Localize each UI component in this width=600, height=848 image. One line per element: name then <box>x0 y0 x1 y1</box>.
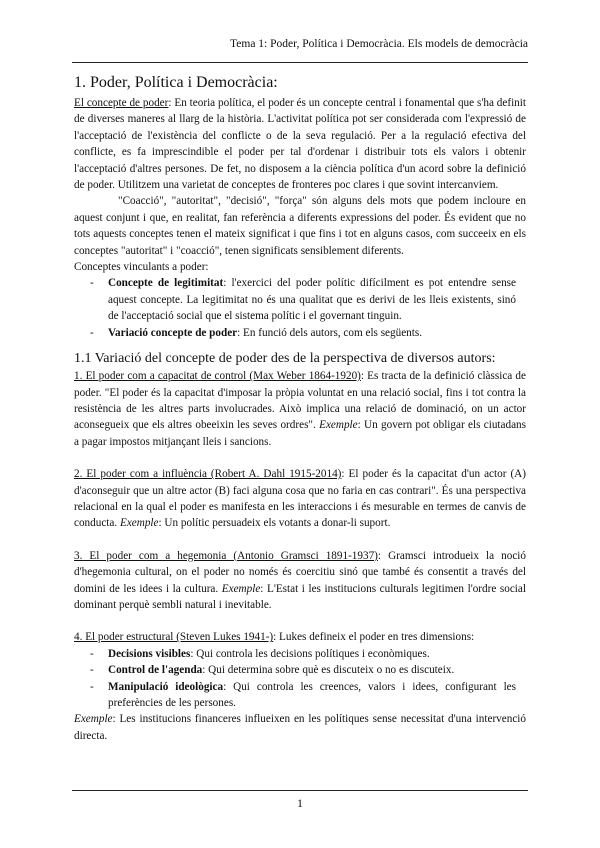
paragraph-dahl <box>74 466 526 532</box>
example-label: Exemple <box>119 517 159 530</box>
page-content <box>74 68 526 744</box>
list-item <box>74 325 526 341</box>
example-text: : Les institucions financeres influeixen en les polítiques sense necessitat d'una intervenció directa. <box>74 713 526 742</box>
dash-bullet: - <box>90 664 94 677</box>
paragraph-label: El concepte de poder <box>74 97 169 109</box>
list-item-text: : l'exercici del poder polític difícilment es pot entendre sense aquest concepte. La legitimitat no és una qualitat que es derivi de les lleis existents, sinó de l'acceptació social que el sistema polític i el governant tinguin. <box>108 277 516 323</box>
running-header: Tema 1: Poder, Política i Democràcia. Els models de democràcia <box>230 38 528 50</box>
paragraph-linked-concepts: Conceptes vinculants a poder: <box>74 261 209 274</box>
paragraph-label: 4. El poder estructural (Steven Lukes 1941-) <box>74 631 274 644</box>
paragraph-label: 2. El poder com a influència (Robert A. Dahl 1915-2014) <box>74 468 342 481</box>
list-item-term: Manipulació ideològica <box>108 680 224 693</box>
example-text: : L'Estat i les institucions culturals legitimen l'ordre social dominant perquè sembli natural i inevitable. <box>74 582 526 611</box>
paragraph-text: : Lukes defineix el poder en tres dimensions: <box>273 631 475 644</box>
paragraph-text: : Es tracta de la definició clàssica de poder. "El poder és la capacitat d'imposar la pròpia voluntat en una relació social, fins i tot contra la resistència de les altres parts involucrades. Això implica una relació de dominació, on un actor aconsegueix que els altres obeeixin les seves ordres". <box>74 370 526 432</box>
paragraph-text: : El poder és la capacitat d'un actor (A) d'aconseguir que un altre actor (B) faci alguna cosa que no faria en cas contrari". És una perspectiva relacional en la qual el poder es manifesta en les interaccions i és mesurable en termes de canvis de conducta. <box>74 468 526 530</box>
header-divider <box>72 62 528 63</box>
example-label: Exemple <box>319 419 358 432</box>
paragraph-text: : Gramsci introdueix la noció d'hegemonia cultural, on el poder no només és coercitiu sinó que també és consentit a través del domini de les idees i la cultura. <box>74 549 526 595</box>
list-item-term: Control de l'agenda <box>108 664 203 677</box>
list-item-term: Variació concepte de poder <box>108 326 238 339</box>
example-label: Exemple <box>74 713 113 726</box>
dimensions-list <box>74 646 526 712</box>
list-item-text: : Qui determina sobre què es discuteix o no es discuteix. <box>202 664 455 677</box>
footer-divider <box>72 790 528 791</box>
paragraph-gramsci <box>74 548 526 614</box>
list-item-text: : Qui controla les decisions polítiques i econòmiques. <box>190 647 430 660</box>
dash-bullet: - <box>90 326 94 339</box>
paragraph-terms: "Coacció", "autoritat", "decisió", "força" són alguns dels mots que podem incloure en aquest conjunt i que, en realitat, fan referència a diferents expressions del poder. És evident que no tots aquests conceptes tenen el mateix significat i que fins i tot en alguns casos, com succeeix en els conceptes "autoritat" i "coacció", tenen significats sensiblement diferents. <box>74 195 526 257</box>
subsection-heading: 1.1 Variació del concepte de poder des de la perspectiva de diversos autors: <box>74 351 496 367</box>
dash-bullet: - <box>90 680 94 693</box>
list-item <box>74 646 526 662</box>
concepts-list <box>74 275 526 341</box>
example-text: : Un polític persuadeix els votants a donar-li suport. <box>158 517 391 530</box>
list-item <box>74 275 526 324</box>
list-item-term: Concepte de legitimitat <box>108 277 224 290</box>
page-number: 1 <box>297 796 303 810</box>
paragraph-lukes <box>74 629 526 645</box>
section-heading: 1. Poder, Política i Democràcia: <box>74 74 278 91</box>
dash-bullet: - <box>90 647 94 660</box>
example-label: Exemple <box>221 582 261 595</box>
list-item-term: Decisions visibles <box>108 647 191 660</box>
list-item <box>74 679 526 712</box>
paragraph-lukes-example <box>74 711 526 744</box>
list-item <box>74 662 526 678</box>
paragraph-label: 3. El poder com a hegemonia (Antonio Gramsci 1891-1937) <box>74 549 378 562</box>
example-text: : Un govern pot obligar els ciutadans a pagar impostos mitjançant lleis i sancions. <box>74 419 527 448</box>
paragraph-weber <box>74 368 526 450</box>
paragraph-text: : En teoria política, el poder és un concepte central i fonamental que s'ha definit de diverses maneres al llarg de la història. L'activitat política pot ser considerada com l'expressió de l'acceptació de l'existència del conflicte o de la seva regulació. Per a la regulació efectiva del conflicte, es fa imprescindible el poder per tal d'ordenar i distribuir tots els valors i obtenir l'acceptació d'altres persones. De fet, no disposem a la ciència política d'un acord sobre la definició de poder. Utilitzem una varietat de conceptes de fronteres poc clares i que sovint intercanviem. <box>74 97 526 192</box>
dash-bullet: - <box>90 277 94 290</box>
paragraph-label: 1. El poder com a capacitat de control (Max Weber 1864-1920) <box>74 370 361 383</box>
list-item-text: : En funció dels autors, com els següents. <box>237 326 423 339</box>
list-item-text: : Qui controla les creences, valors i idees, configurant les preferències de les persones. <box>108 680 516 709</box>
paragraph-concept <box>74 95 526 193</box>
